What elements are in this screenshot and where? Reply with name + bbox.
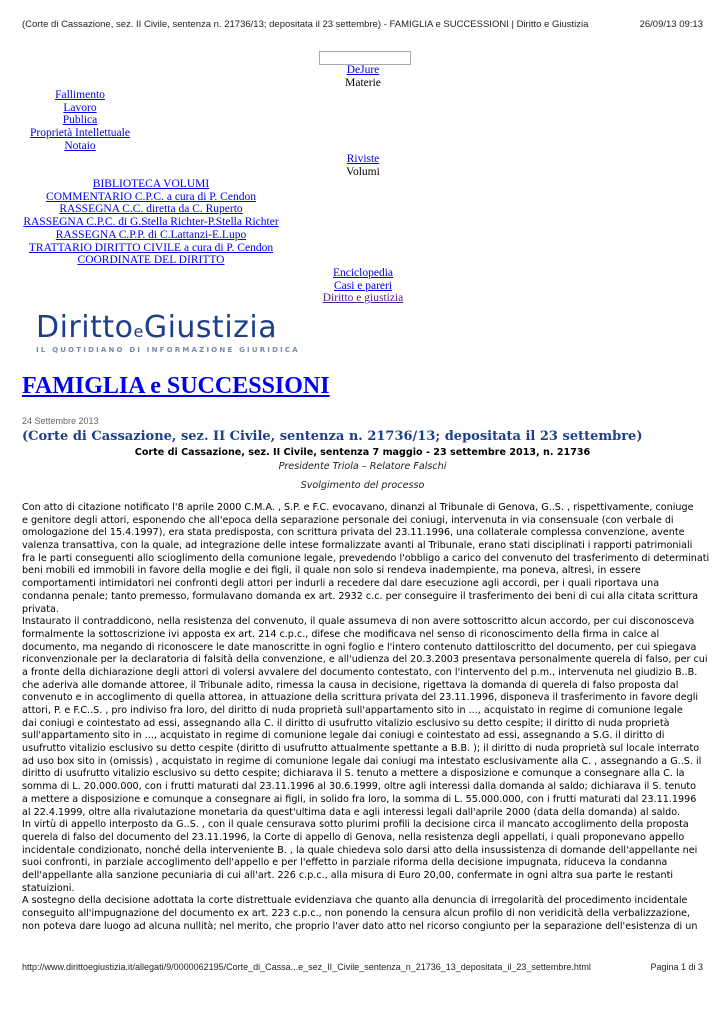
- body-text-line: fra le parti conseguenti allo scioglimento della comunione legale, prevedendo l'obbligo a carico del convenuto del trasferimento di determinati: [22, 552, 710, 564]
- body-text-line: Con atto di citazione notificato l'8 aprile 2000 C.M.A. , S.P. e F.C. evocavano, dinanzi al Tribunale di Genova, G..S. , rispettivamente, coniuge: [22, 502, 694, 513]
- nav-link-riviste[interactable]: Riviste: [346, 153, 380, 165]
- materie-link-lavoro[interactable]: Lavoro: [63, 101, 97, 114]
- body-text-line: formalmente la sottoscrizione ivi apposta ex art. 214 c.p.c., difese che modificava nel senso di riconoscimento della firma in calce al: [22, 628, 660, 640]
- body-text-line: a fronte della dichiarazione degli attori di volersi avvalere del documento contestato, con l'intervento del p.m., intervenuta nel giudizio B..B.: [22, 666, 698, 678]
- body-text-line: beni mobili ed immobili in favore della moglie e dei figli, il quale non solo si rendeva inadempiente, ma poneva, altresì, in essere: [22, 565, 641, 577]
- body-text-line: documento, ma negando di riconoscere le date manoscritte in ogni foglio e l'intero contenuto dattiloscritto del documento, per cui spiegava: [22, 641, 697, 653]
- body-text-line: a mettere a disposizione e comunque a consegnare ai figli, in solido fra loro, la somma di L. 55.000.000, con i frutti maturati dal 23.11.1996: [22, 793, 697, 805]
- body-text-line: condanna penale; tanto premesso, formulavano domanda ex art. 2932 c.c. per conseguire il trasferimento dei beni di cui alla citata scrittura: [22, 590, 699, 602]
- body-text-line: dai coniugi e cointestato ad essi, assegnando alla C. il diritto di usufrutto vitalizio esclusivo su detto cespite; il diritto di nuda proprietà: [22, 717, 670, 729]
- body-text-line: conseguito all'impugnazione del documento ex art. 223 c.p.c., non ponendo la censura alcun profilo di non veridicità della verbalizzazione,: [22, 908, 691, 919]
- body-text-line: ad uso box sito in (omissis) , acquistato in regime di comunione legale dai coniugi ma intestato esclusivamente alla C. , assegnando a G..S. il: [22, 755, 702, 767]
- body-text-line: attori, P. e F.C..S. , pro indiviso fra loro, del diritto di nuda proprietà sull'appartamento sito in ..., acquistato in regime di comunione legale: [22, 705, 683, 716]
- nav-link-diritto-e-giustizia[interactable]: Diritto e giustizia: [322, 292, 404, 305]
- logo-word-e: e: [133, 322, 144, 341]
- nav-link-enciclopedia[interactable]: Enciclopedia: [332, 267, 394, 279]
- body-text-line: Instaurato il contraddicono, nella resistenza del convenuto, il quale assumeva di non avere sottoscritto alcun accordo, per cui disconosceva: [22, 616, 695, 628]
- body-text-line: In virtù di appello interposto da G..S. , con il quale censurava sotto plurimi profili la decisione circa il mancato accoglimento della proposta: [22, 819, 689, 831]
- body-text-line: suoi confronti, in parziale accoglimento dell'appello e per l'effetto in parziale riforma della decisione impugnata, riduceva la condanna: [22, 857, 668, 869]
- materie-list: [0, 89, 160, 153]
- volumi-link-coordinate[interactable]: COORDINATE DEL DIRITTO: [77, 254, 225, 267]
- volumi-link-rassegna-cpp[interactable]: RASSEGNA C.P.P. di C.Lattanzi-E.Lupo: [55, 228, 247, 241]
- body-text-line: sull'appartamento sito in ..., acquistato in regime di comunione legale dai coniugi e cointestato ad essi, assegnando a S.G. il diritto di: [22, 730, 665, 742]
- body-text-line: A sostegno della decisione adottata la corte distrettuale evidenziava che quanto alla denuncia di irregolarità del procedimento incidentale: [22, 895, 688, 907]
- logo-word-giustizia: Giustizia: [143, 310, 278, 345]
- body-text-line: dell'appellante alla sanzione pecuniaria di cui all'art. 226 c.p.c., alla misura di Euro 20,00, confermate in ogni altra sua parte le restanti: [22, 869, 674, 881]
- article-date: 24 Settembre 2013: [22, 416, 99, 426]
- body-text-line: valenza transattiva, con la quale, ad integrazione delle intese formalizzate avanti al Tribunale, erano stati disciplinati i rapporti patrimoniali: [22, 540, 693, 552]
- body-text-line: privata.: [22, 603, 59, 615]
- nav-link-casi-e-pareri[interactable]: Casi e pareri: [333, 279, 393, 292]
- body-text-line: che aderiva alle domande attoree, il Tribunale adito, rimessa la causa in decisione, rigettava la domanda di querela di falso proposta dal: [22, 679, 679, 691]
- body-text-line: e genitore degli attori, esponendo che all'epoca della separazione personale dei coniugi, intervenuta in via consensuale (con verbale di: [22, 514, 674, 526]
- body-text-line: querela di falso del documento del 23.11.1996, la Corte di appello di Genova, nella resistenza degli appellati, i quali proponevano appello: [22, 831, 685, 843]
- body-text-line: comportamenti intimidatori nei confronti degli attori per indurli a recedere dal dare esecuzione agli accordi, per i quali riportava una: [22, 578, 660, 590]
- article-body: [22, 502, 709, 933]
- body-text-line: riconvenzionale per la declaratoria di falsità della convenzione, e all'udienza del 20.3.2003 presentava personalmente querela di falso, per cui: [22, 654, 708, 666]
- body-text-line: al 22.4.1999, oltre alla rivalutazione monetaria da quest'ultima data e agli interessi legali dall'aprile 2000 (data della domanda) al saldo.: [22, 806, 680, 818]
- body-text-line: non poteva dare luogo ad alcuna nullità; nel merito, che proprio l'aver dato atto nel ricorso congiunto per la separazione dell'esistenza di un: [22, 920, 698, 932]
- site-logo[interactable]: [36, 310, 300, 354]
- nav-riviste-group: [263, 153, 463, 178]
- logo-tagline: IL QUOTIDIANO DI INFORMAZIONE GIURIDICA: [36, 346, 300, 354]
- body-text-line: convenuto e in accoglimento di quella attorea, in attuazione della scrittura privata del 23.11.1996, disponeva il trasferimento in favore degli: [22, 692, 699, 704]
- print-header-title: (Corte di Cassazione, sez. II Civile, sentenza n. 21736/13; depositata il 23 settembre) - FAMIGLIA e SUCCESSIONI | Diritto e Giustizia: [22, 19, 589, 30]
- category-link[interactable]: FAMIGLIA e SUCCESSIONI: [22, 373, 330, 399]
- volumi-link-trattario[interactable]: TRATTARIO DIRITTO CIVILE a cura di P. Cendon: [28, 241, 274, 254]
- search-input[interactable]: [319, 51, 411, 65]
- nav-label-volumi: Volumi: [346, 165, 380, 178]
- body-text-line: diritto di usufrutto vitalizio esclusivo su detto cespite; dichiarava il S. tenuto a mettere a disposizione e comunque a consegnare alla C. la: [22, 768, 685, 780]
- nav-link-dejure[interactable]: DeJure: [346, 64, 380, 76]
- print-footer-page: Pagina 1 di 3: [650, 962, 703, 972]
- other-links: [263, 267, 463, 305]
- nav-dejure-group: [263, 64, 463, 89]
- print-header-datetime: 26/09/13 09:13: [639, 19, 703, 30]
- logo-word-diritto: Diritto: [36, 310, 134, 345]
- article-subtitle: Corte di Cassazione, sez. II Civile, sentenza 7 maggio - 23 settembre 2013, n. 21736: [134, 447, 591, 458]
- print-footer-url: http://www.dirittoegiustizia.it/allegati/9/0000062195/Corte_di_Cassa...e_sez_II_Civile_sentenza_n_21736_13_depositata_il_23_settembre.html: [22, 962, 591, 972]
- article-judges: Presidente Triola – Relatore Falschi: [278, 461, 447, 472]
- body-text-line: somma di L. 20.000.000, con i frutti maturati dal 23.11.1996 al 30.6.1999, oltre agli interessi dalla domanda al saldo; dichiarava il S. tenuto: [22, 781, 697, 793]
- body-text-line: omologazione del 15.4.1997), era stata predisposta, con scrittura privata del 23.11.1996, una collaterale complessa convenzione, avente: [22, 527, 685, 539]
- nav-label-materie: Materie: [345, 76, 381, 89]
- materie-link-publica[interactable]: Publica: [62, 114, 98, 127]
- volumi-link-rassegna-cc[interactable]: RASSEGNA C.C. diretta da C. Ruperto: [59, 203, 243, 216]
- volumi-link-commentario-cpc[interactable]: COMMENTARIO C.P.C. a cura di P. Cendon: [46, 190, 256, 203]
- volumi-link-biblioteca[interactable]: BIBLIOTECA VOLUMI: [92, 178, 210, 190]
- section-heading: Svolgimento del processo: [300, 480, 425, 491]
- body-text-line: statuizioni.: [22, 882, 75, 894]
- body-text-line: usufrutto vitalizio esclusivo su detto cespite (diritto di usufrutto attualmente spettante a B.B. ); il diritto di nuda proprietà sul locale interrato: [22, 743, 700, 755]
- materie-link-proprieta-intellettuale[interactable]: Proprietà Intellettuale: [30, 127, 130, 140]
- volumi-list: [0, 178, 302, 267]
- materie-link-fallimento[interactable]: Fallimento: [55, 89, 105, 101]
- volumi-link-rassegna-cpc[interactable]: RASSEGNA C.P.C. di G.Stella Richter-P.Stella Richter: [23, 216, 279, 229]
- body-text-line: incidentale condizionato, nonché della interveniente B. , la quale chiedeva solo darsi atto della insussistenza di domande dell'appellante nei: [22, 844, 698, 856]
- article-title: (Corte di Cassazione, sez. II Civile, sentenza n. 21736/13; depositata il 23 settembre): [22, 429, 643, 444]
- materie-link-notaio[interactable]: Notaio: [64, 139, 96, 152]
